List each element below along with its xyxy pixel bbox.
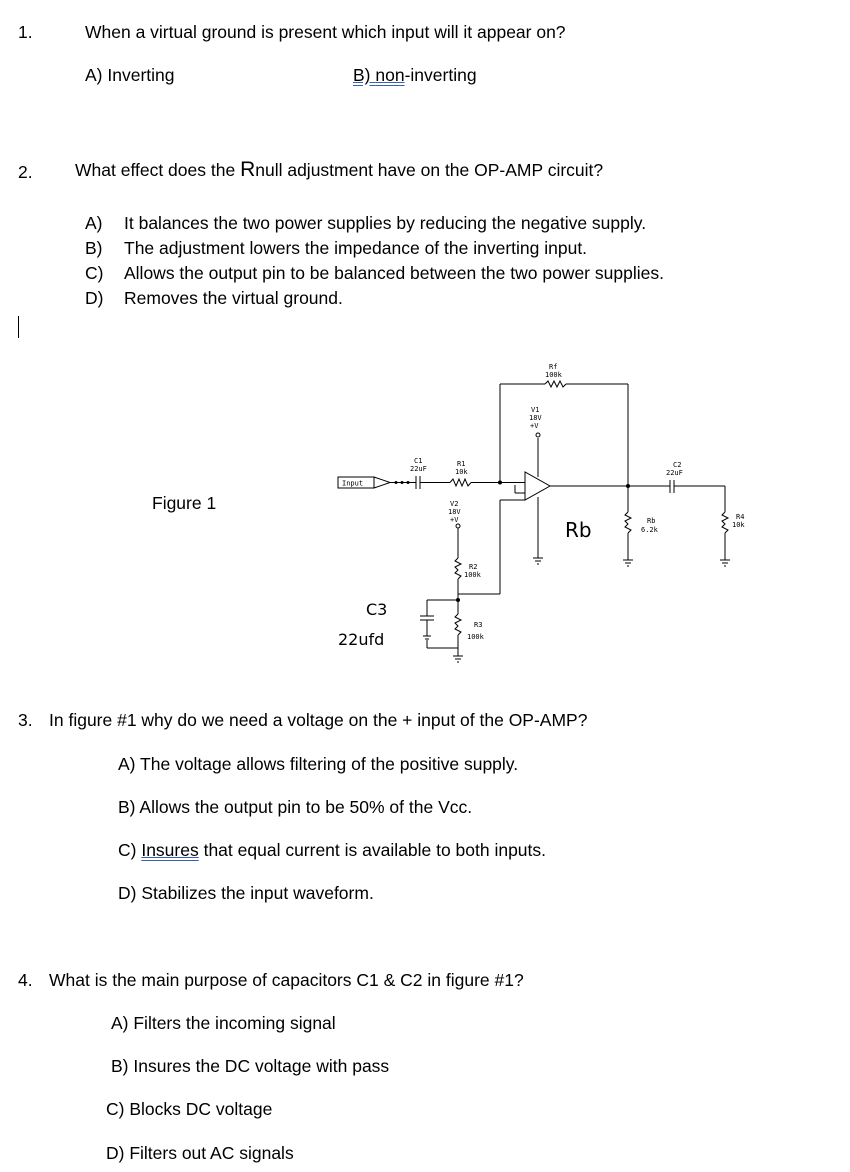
figure-caption: Figure 1 (152, 493, 217, 513)
input-label: Input (342, 479, 364, 488)
rf-value: 100k (545, 371, 562, 379)
v1-name: V1 (531, 406, 540, 414)
q2-option-b (85, 238, 587, 258)
q4-text: What is the main purpose of capacitors C1 & C2 in figure #1? (49, 970, 524, 990)
q2-option-a-text: It balances the two power supplies by reducing the negative supply. (124, 213, 647, 233)
q2-option-d-text: Removes the virtual ground. (124, 288, 343, 308)
q1-option-a-prefix: A) (85, 65, 103, 85)
q2-text-after: null adjustment have on the OP-AMP circuit? (255, 160, 604, 180)
q1-option-b (353, 65, 477, 85)
rf-name: Rf (549, 363, 558, 371)
v2-name: V2 (450, 500, 459, 508)
q1-option-b-prefix: B) (353, 65, 371, 85)
q1-number: 1. (18, 22, 33, 42)
q2-option-c-letter: C) (85, 263, 104, 283)
c3-value: 22ufd (338, 630, 385, 649)
rb-name: Rb (647, 517, 656, 525)
rb-value: 6.2k (641, 526, 658, 534)
q2-option-c-text: Allows the output pin to be balanced between the two power supplies. (124, 263, 664, 283)
q3-number: 3. (18, 710, 33, 730)
q3-option-b: B) Allows the output pin to be 50% of the Vcc. (118, 797, 473, 817)
text-cursor (18, 316, 19, 338)
q4-number: 4. (18, 970, 33, 990)
q3-option-c-underlined: Insures (141, 840, 199, 860)
q3-option-c-rest: that equal current is available to both inputs. (198, 840, 547, 860)
q4-option-b: B) Insures the DC voltage with pass (111, 1056, 390, 1076)
r3-name: R3 (474, 621, 483, 629)
c2-value: 22uF (666, 469, 683, 477)
q3-option-a: A) The voltage allows filtering of the positive supply. (118, 754, 519, 774)
r4-name: R4 (736, 513, 745, 521)
r1-name: R1 (457, 460, 466, 468)
q1-option-b-rest: -inverting (404, 65, 477, 85)
q1-option-a-text: Inverting (107, 65, 175, 85)
q3-option-c (118, 840, 546, 860)
q2-text-big-r: R (240, 158, 256, 181)
q4-option-a: A) Filters the incoming signal (111, 1013, 336, 1033)
q1-text: When a virtual ground is present which input will it appear on? (85, 22, 566, 42)
q2-text-before: What effect does the (75, 160, 241, 180)
v2-value: 18V (448, 508, 461, 516)
c2-name: C2 (673, 461, 682, 469)
q2-option-d (85, 288, 343, 308)
r2-name: R2 (469, 563, 478, 571)
q4-option-c: C) Blocks DC voltage (106, 1099, 273, 1119)
q3-text: In figure #1 why do we need a voltage on the + input of the OP-AMP? (49, 710, 588, 730)
q1-option-a (85, 65, 175, 85)
q2-text (75, 160, 603, 180)
q1-option-b-underlined: non (375, 65, 405, 85)
c1-name: C1 (414, 457, 423, 465)
r3-value: 100k (467, 633, 484, 641)
c3-label: C3 (366, 600, 388, 619)
q2-option-a (85, 213, 646, 233)
r1-value: 10k (455, 468, 468, 476)
rb-label: Rb (565, 518, 592, 542)
q3-option-c-prefix: C) (118, 840, 142, 860)
q4-option-d: D) Filters out AC signals (106, 1143, 294, 1163)
q2-option-c (85, 263, 664, 283)
opamp-circuit-diagram (330, 360, 750, 675)
v1-value: 18V (529, 414, 542, 422)
r4-value: 10k (732, 521, 745, 529)
q2-number: 2. (18, 162, 33, 182)
r2-value: 100k (464, 571, 481, 579)
c1-value: 22uF (410, 465, 427, 473)
v1-sign: +V (530, 422, 539, 430)
v2-sign: +V (450, 516, 459, 524)
q2-option-b-text: The adjustment lowers the impedance of the inverting input. (124, 238, 588, 258)
q2-option-d-letter: D) (85, 288, 104, 308)
q3-option-d: D) Stabilizes the input waveform. (118, 883, 374, 903)
q2-option-a-letter: A) (85, 213, 103, 233)
q2-option-b-letter: B) (85, 238, 103, 258)
